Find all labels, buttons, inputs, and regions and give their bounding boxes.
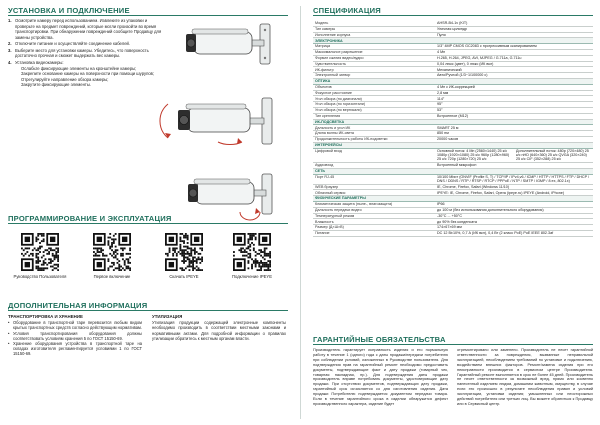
spec-value: 95° [435,102,593,108]
spec-group-label: ИК-ПОДСВЕТКА [313,119,593,125]
spec-key: Дальность и угол ИК [313,125,435,131]
qr-code-icon [21,233,59,271]
spec-key: Порт RJ-45 [313,174,435,184]
spec-key: Тип крепления [313,113,435,119]
spec-key: Аудиовход [313,162,435,168]
spec-key: Цифровой вход [313,148,435,162]
spec-row [313,174,593,184]
spec-key: Длина волны ИК-света [313,131,435,137]
spec-group-label: ИНТЕРФЕЙСЫ [313,142,593,148]
util-text: Утилизация продукции содержащей электронные компоненты необходимо производить в соответствии местными законами и нормативными актами. Для подробной информации о правилах утилизации обратитесь к местным органам власти. [152,320,286,341]
transport-item: • Оборудование в транспортной таре перевозится любым видом крытых транспортных средств согласно действующим нормативам. [8,320,142,330]
spec-row [313,230,593,236]
install-substep: Отрегулируйте направление обзора камеры; [21,76,109,82]
spec-key: Размер (Д×Ш×В) [313,225,435,231]
spec-title: СПЕЦИФИКАЦИЯ [313,6,381,15]
spec-value: 1/3" 4MP CMOS GC2083 с прогрессивным сканированием [435,44,593,50]
spec-value: Пуля [435,32,593,38]
spec-value: 114° [435,96,593,102]
install-substep: Ослабьте фиксирующие элементы на кронштейне камеры; [21,65,137,71]
spec-value-sub-stream: Дополнительный поток: 480р (720×480) 25 к/с nHD (640×360) 25 к/с QVGA (320×240) 25 к/с CIF (352×288) 25 к/с [516,148,589,162]
transport-block [8,314,142,357]
spec-value: 174×67×69 мм [435,225,593,231]
qr-code-icon [233,233,271,271]
spec-value: Авто/Ручной (1/3~1/100000 с) [435,73,593,79]
install-steps [8,18,166,89]
qr-caption: Руководство Пользователя [13,274,67,279]
spec-value: Уличная цилиндр [435,26,593,32]
spec-key: Формат сжатия видео/аудио [313,55,435,61]
transport-title: ТРАНСПОРТИРОВКА И ХРАНЕНИЕ [8,314,83,319]
qr-row [8,233,284,283]
spec-value: Встроенное (M12) [435,113,593,119]
install-title: УСТАНОВКА И ПОДКЛЮЧЕНИЕ [8,6,130,15]
spec-key: Дальность передачи видео [313,207,435,213]
spec-key: Объектив [313,84,435,90]
warranty-text-col1: Производитель гарантирует исправность изделия и его нормальную работу в течение 1 (одного) года с даты продажи/передачи потребителю при соблюдении условий, изложенных в Руководстве пользователя. Для подтверждения прав на гарантийный ремонт необходимо предоставить документы, подтверждающие факт и дату продажи (товарный чек, товарная накладная, пр.). Для подтверждения даты продажи производитель вправе потребовать документы, удостоверяющие дату продажи. При отсутствии документов, подтверждающих дату продажи, гарантийный срок исчисляется со дня изготовления изделия. Дата продажи Потребителю подтверждается документом передачи товара. Если в течение гарантийного срока в изделии обнаружится дефект производственного характера, изделие будет [313,348,448,406]
qr-code-icon [165,233,203,271]
extra-rule [8,310,288,311]
spec-group-label: СЕТЬ [313,168,593,174]
warranty-rule [313,344,593,345]
camera-illustration-adjust [158,92,284,154]
install-substeps [15,66,166,88]
spec-value-split [435,148,593,162]
qr-connect-ipeye[interactable] [224,233,280,279]
qr-download-ipeye[interactable] [156,233,212,279]
spec-value: -30°C ... +50°C [435,213,593,219]
spec-key: Питание [313,230,435,236]
spec-value: IP66 [435,202,593,208]
warranty-title: ГАРАНТИЙНЫЕ ОБЯЗАТЕЛЬСТВА [313,335,446,344]
spec-group-label: ЭЛЕКТРОНИКА [313,38,593,44]
spec-value: 0,04 люкс (цвет), 0 люкс (ИК вкл) [435,61,593,67]
transport-item: • Хранение оборудования устройства в транспортной таре на складах изготовителя регламентируется условиями 1 по ГОСТ 15150-69. [8,341,142,357]
spec-value: 850 нм [435,131,593,137]
spec-key: Климатическая защита (пыле-, влагозащита) [313,202,435,208]
warranty-text-col2: отремонтировано или заменено. Производитель не несет гарантийной ответственности за повреждения, вызванные неправильной эксплуатацией, несоблюдением требований по установке и подключению, воздействием внешних факторов. Ремонт/замена изделия при его неисправности производится в сервисном центре Производителя. Гарантийный ремонт выполняется в срок не более 45 дней. Производитель не несет ответственности за возможный вред, прямо или косвенно нанесенный изделием людям, домашним животным, имуществу, в случае если это произошло в результате несоблюдения правил и условий эксплуатации, установки изделия; умышленных или неосторожных действий потребителя или третьих лиц. Вы можете обратиться к Продавцу или в Сервисный центр. [457,348,593,406]
spec-value: DC 12 В±10%, 0,7 А (ИК вкл), 0,4 Вт (2 класс PoE) PoE IEEE 802.3af [435,230,593,236]
install-step-4: 4. Установка видеокамеры: Ослабьте фиксирующие элементы на кронштейне камеры; Закрепите основание камеры на поверхности при помощи шурупов; Отрегулируйте направление обзора камеры; Закрутите фиксирующие элементы. [8,60,166,88]
spec-key: Продолжительность работы ИК-подсветки [313,136,435,142]
qr-user-manual[interactable] [12,233,68,279]
program-title: ПРОГРАММИРОВАНИЕ И ЭКСПЛУАТАЦИЯ [8,214,172,223]
spec-key: Температурный режим [313,213,435,219]
camera-illustration-fix [176,168,286,224]
spec-value: 20000 часов [435,136,593,142]
spec-group-label: ОПТИКА [313,78,593,84]
spec-value: 10/100 Mbит (ONVIF (Profile S, T) / TCP/IP / IPv4,v6 / ICMP / HTTP / HTTPS / FTP / DHCP / DNS / DDNS / RTP / RTSP / RTCP / PPPoE / NTP / SMTP / IGMP / 8 ex, 802.1x) [435,174,593,184]
spec-key: Электронный затвор [313,73,435,79]
install-substep: Закрепите основание камеры на поверхности при помощи шурупов; [21,71,155,77]
spec-key: Угол обзора (по диагонали) [313,96,435,102]
spec-key: Угол обзора (по вертикали) [313,107,435,113]
spec-row [313,148,593,162]
spec-value: 2,8 мм [435,90,593,96]
qr-caption: Скачать IPEYE [169,274,199,279]
util-block [152,314,286,341]
spec-table [313,21,593,237]
spec-key: Чувствительность [313,61,435,67]
util-title: УТИЛИЗАЦИЯ [152,314,183,319]
transport-item: • Условия транспортирования оборудования должны соответствовать условиям хранения 5 по ГОСТ 15150-69. [8,331,142,341]
install-step-1: 1. Осмотрите камеру перед использованием. Извлеките из упаковки и проверьте на предмет повреждений, которые могли произойти во время транспортировки. При обнаружении повреждений сообщите Продавцу для замены устройства. [8,18,162,40]
install-step-3: 3. Выберите место для установки камеры. Убедитесь, что поверхность достаточно прочная и сможет выдержать вес камеры. [8,47,149,59]
spec-value: IPEYE: IE, Chrome, Firefox, Safari, Opera (ipeye.ru) IPEYE (Android, iPhone) [435,190,593,196]
spec-value: SMART 25 м [435,125,593,131]
install-substep: Закрутите фиксирующие элементы. [21,82,92,88]
spec-value: 4 Мп [435,49,593,55]
spec-key: Фокусное расстояние [313,90,435,96]
spec-key: ИК-фильтр [313,67,435,73]
spec-rule [313,15,593,16]
spec-value: AHSR-B4-1v (KIT) [435,21,593,26]
spec-key: Модель [313,21,435,26]
spec-value: 4 Мп с ИК-коррекцией [435,84,593,90]
qr-caption: Первое включение [93,274,131,279]
extra-title: ДОПОЛНИТЕЛЬНАЯ ИНФОРМАЦИЯ [8,301,148,310]
spec-value: Механический [435,67,593,73]
spec-value: IE, Chrome, Firefox, Safari (Windows 11/10) [435,184,593,190]
spec-key: Максимальное разрешение [313,49,435,55]
spec-value: до 90% без конденсата [435,219,593,225]
spec-value: 53° [435,107,593,113]
program-rule [8,223,288,224]
qr-caption: Подключение IPEYE [231,274,273,279]
spec-value-main-stream: Основной поток: 4 Мп (2560×1440) 25 к/с 1080р (1920×1080) 25 к/с 960р (1280×960) 25 к/с 720р (1280×720) 25 к/с [437,148,510,162]
spec-value: до 100 м (без использования дополнительного оборудования) [435,207,593,213]
spec-group-label: ФИЗИЧЕСКИЕ ПАРАМЕТРЫ [313,196,593,202]
spec-key: Облачный сервис [313,190,435,196]
qr-first-start[interactable] [84,233,140,279]
spec-key: WEB браузер [313,184,435,190]
spec-key: Тип камеры [313,26,435,32]
spec-value: Встроенный микрофон [435,162,593,168]
install-step-2: 2. Отключите питание и осуществляйте соединение кабелей. [8,41,131,47]
spec-key: Влажность [313,219,435,225]
spec-key: Угол обзора (по горизонтали) [313,102,435,108]
qr-code-icon [93,233,131,271]
column-divider [300,6,301,419]
spec-key: Матрица [313,44,435,50]
spec-value: H.265, H.264, JPEG, AVI, MJPEG / G.711a, G.711u [435,55,593,61]
camera-illustration-mount [172,16,284,76]
spec-key: Исполнение корпуса [313,32,435,38]
